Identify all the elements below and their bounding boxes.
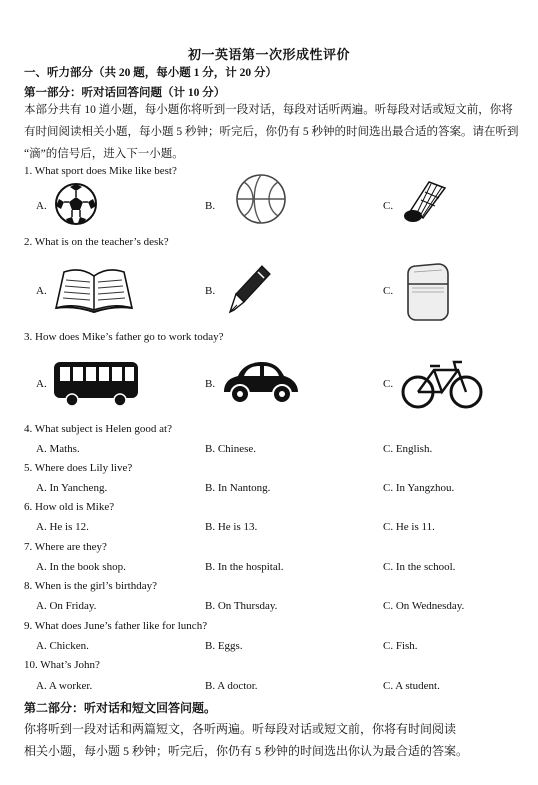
q9-option-a: A. Chicken. xyxy=(36,640,89,652)
q5-option-c: C. In Yangzhou. xyxy=(383,482,455,494)
question-4: 4. What subject is Helen good at? xyxy=(24,423,172,435)
page-title: 初一英语第一次形成性评价 xyxy=(187,47,350,62)
q8-option-b: B. On Thursday. xyxy=(205,600,278,612)
q2-option-b-letter: B. xyxy=(205,285,216,297)
shuttlecock-icon xyxy=(401,180,447,224)
question-7: 7. Where are they? xyxy=(24,541,107,553)
q6-option-b: B. He is 13. xyxy=(205,521,258,533)
part1-instructions-line2: 有时间阅读相关小题，每小题 5 秒钟；听完后，你仍有 5 秒钟的时间选出最合适的答案。请在听到 xyxy=(24,126,519,138)
q6-option-c: C. He is 11. xyxy=(383,521,435,533)
q9-option-c: C. Fish. xyxy=(383,640,418,652)
part2-instructions-line2: 相关小题，每小题 5 秒钟；听完后，你仍有 5 秒钟的时间选出你认为最合适的答案。 xyxy=(24,744,469,758)
car-icon xyxy=(220,358,300,406)
question-6: 6. How old is Mike? xyxy=(24,501,115,513)
q1-option-b-letter: B. xyxy=(205,200,216,212)
q10-option-b: B. A doctor. xyxy=(205,680,258,692)
question-9: 9. What does June’s father like for lunch? xyxy=(24,620,208,632)
q1-option-a-letter: A. xyxy=(36,200,47,212)
q10-option-a: A. A worker. xyxy=(36,680,93,692)
q9-option-b: B. Eggs. xyxy=(205,640,243,652)
basketball-icon xyxy=(234,172,288,226)
q4-option-c: C. English. xyxy=(383,443,433,455)
soccer-ball-icon xyxy=(54,182,98,226)
book-icon xyxy=(54,264,134,314)
q6-option-a: A. He is 12. xyxy=(36,521,89,533)
question-2: 2. What is on the teacher’s desk? xyxy=(24,236,169,248)
q3-option-b-letter: B. xyxy=(205,378,216,390)
pen-icon xyxy=(228,264,272,314)
q10-option-c: C. A student. xyxy=(383,680,440,692)
q5-option-a: A. In Yancheng. xyxy=(36,482,108,494)
question-5: 5. Where does Lily live? xyxy=(24,462,133,474)
q8-option-a: A. On Friday. xyxy=(36,600,97,612)
q7-option-b: B. In the hospital. xyxy=(205,561,284,573)
part1-heading: 第一部分：听对话回答问题（计 10 分） xyxy=(24,87,226,99)
q4-option-b: B. Chinese. xyxy=(205,443,257,455)
q2-option-c-letter: C. xyxy=(383,285,394,297)
question-10: 10. What’s John? xyxy=(24,659,100,671)
q8-option-c: C. On Wednesday. xyxy=(383,600,465,612)
question-8: 8. When is the girl’s birthday? xyxy=(24,580,157,592)
question-1: 1. What sport does Mike like best? xyxy=(24,165,177,177)
bus-icon xyxy=(52,358,140,408)
part2-instructions-line1: 你将听到一段对话和两篇短文，各听两遍。听每段对话或短文前，你将有时间阅读 xyxy=(24,722,457,736)
eraser-icon xyxy=(404,262,452,322)
q4-option-a: A. Maths. xyxy=(36,443,80,455)
question-3: 3. How does Mike’s father go to work today? xyxy=(24,331,224,343)
part1-instructions-line3: “滴”的信号后，进入下一小题。 xyxy=(24,148,184,160)
q3-option-a-letter: A. xyxy=(36,378,47,390)
section1-heading: 一、听力部分（共 20 题，每小题 1 分，计 20 分） xyxy=(24,67,277,79)
q5-option-b: B. In Nantong. xyxy=(205,482,271,494)
part2-heading: 第二部分：听对话和短文回答问题。 xyxy=(24,701,217,715)
q3-option-c-letter: C. xyxy=(383,378,394,390)
q1-option-c-letter: C. xyxy=(383,200,394,212)
q2-option-a-letter: A. xyxy=(36,285,47,297)
bicycle-icon xyxy=(400,356,484,410)
q7-option-a: A. In the book shop. xyxy=(36,561,126,573)
q7-option-c: C. In the school. xyxy=(383,561,456,573)
part1-instructions-line1: 本部分共有 10 道小题，每小题你将听到一段对话，每段对话听两遍。听每段对话或短文前，你将 xyxy=(24,104,513,116)
